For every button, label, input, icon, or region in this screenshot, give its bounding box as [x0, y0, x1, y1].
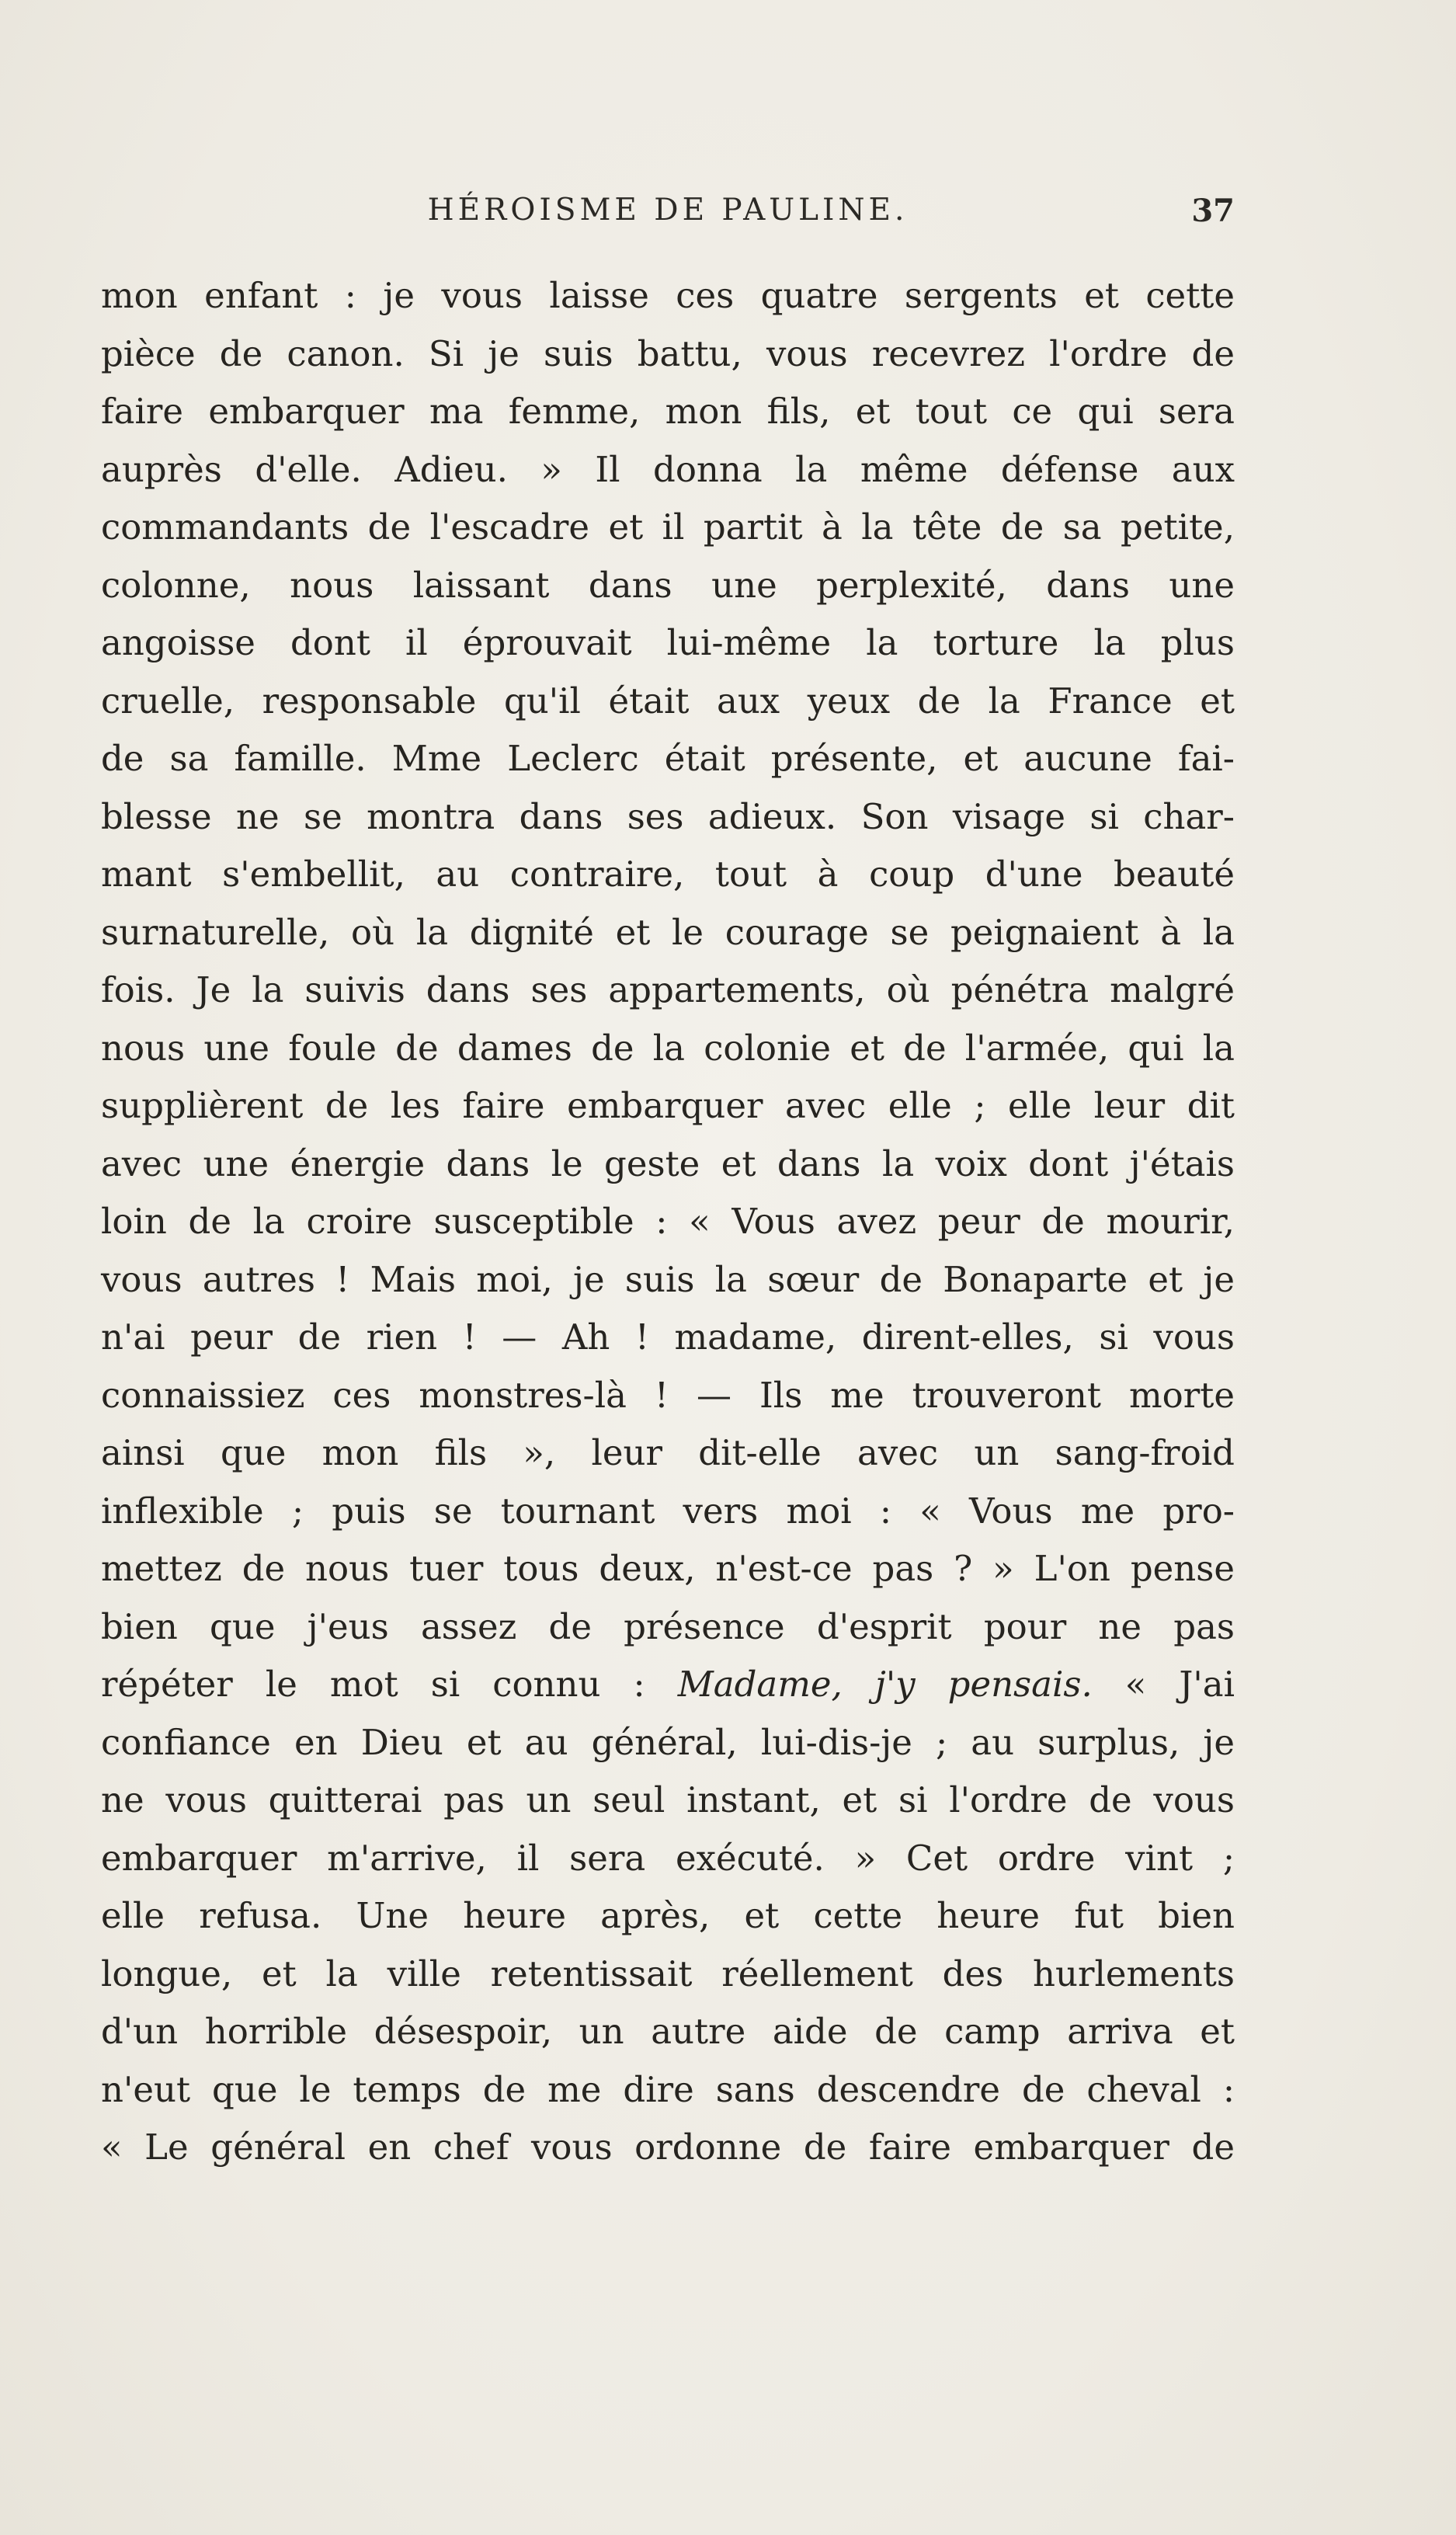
line-text: nous une foule de dames de la colonie et de l'armée, qui la: [101, 1027, 1235, 1069]
line-text: surnaturelle, où la dignité et le courage se peignaient à la: [101, 911, 1235, 953]
line-text: supplièrent de les faire embarquer avec elle ; elle leur dit: [101, 1085, 1235, 1126]
italic-quote: Madame, j'y pensais.: [677, 1664, 1093, 1705]
text-line: [101, 614, 1235, 673]
line-text: répéter le mot si connu :: [101, 1664, 678, 1705]
line-text: ainsi que mon fils », leur dit-elle avec un sang-froid: [101, 1432, 1235, 1473]
text-line: [101, 1772, 1235, 1830]
text-line: [101, 1020, 1235, 1078]
running-title: HÉROISME DE PAULINE.: [427, 193, 909, 228]
text-line: [101, 1367, 1235, 1425]
line-text: mon enfant : je vous laisse ces quatre sergents et cette: [101, 275, 1235, 316]
line-text: embarquer m'arrive, il sera exécuté. » Cet ordre vint ;: [101, 1837, 1235, 1879]
line-text: confiance en Dieu et au général, lui-dis-je ; au surplus, je: [101, 1721, 1235, 1763]
text-line: [101, 788, 1235, 847]
line-text: loin de la croire susceptible : « Vous avez peur de mourir,: [101, 1201, 1235, 1242]
text-line: [101, 673, 1235, 731]
line-text: longue, et la ville retentissait réellement des hurlements: [101, 1953, 1235, 1994]
line-text: pièce de canon. Si je suis battu, vous recevrez l'ordre de: [101, 332, 1235, 374]
text-line: [101, 846, 1235, 904]
page-header: [101, 193, 1235, 239]
line-text: « Le général en chef vous ordonne de faire embarquer de: [101, 2126, 1235, 2168]
text-line: [101, 1656, 1235, 1714]
line-text: faire embarquer ma femme, mon fils, et tout ce qui sera: [101, 391, 1235, 432]
line-text: n'eut que le temps de me dire sans descendre de cheval :: [101, 2068, 1235, 2110]
line-text: avec une énergie dans le geste et dans la voix dont j'étais: [101, 1142, 1235, 1184]
line-text: ne vous quitterai pas un seul instant, et si l'ordre de vous: [101, 1779, 1235, 1820]
line-text: vous autres ! Mais moi, je suis la sœur de Bonaparte et je: [101, 1258, 1235, 1300]
text-line: [101, 2119, 1235, 2177]
text-line: [101, 2061, 1235, 2119]
line-text: inflexible ; puis se tournant vers moi : « Vous me pro-: [101, 1490, 1235, 1532]
text-line: [101, 1135, 1235, 1194]
text-line: [101, 325, 1235, 384]
line-text: bien que j'eus assez de présence d'esprit pour ne pas: [101, 1605, 1235, 1647]
line-text: auprès d'elle. Adieu. » Il donna la même défense aux: [101, 448, 1235, 490]
line-text: connaissiez ces monstres-là ! — Ils me trouveront morte: [101, 1374, 1235, 1416]
line-text: colonne, nous laissant dans une perplexité, dans une: [101, 564, 1235, 606]
text-line: [101, 1483, 1235, 1541]
text-line: [101, 383, 1235, 441]
line-text: blesse ne se montra dans ses adieux. Son visage si char-: [101, 795, 1235, 837]
page-number: 37: [1191, 193, 1235, 229]
text-line: [101, 1251, 1235, 1309]
text-line: [101, 267, 1235, 325]
text-line: [101, 1424, 1235, 1483]
text-line: [101, 730, 1235, 788]
text-line: [101, 1540, 1235, 1598]
line-text: fois. Je la suivis dans ses appartements, où pénétra malgré: [101, 969, 1235, 1010]
text-line: [101, 2003, 1235, 2061]
text-line: [101, 499, 1235, 557]
line-text: d'un horrible désespoir, un autre aide de camp arriva et: [101, 2011, 1235, 2052]
body-text: [101, 267, 1235, 2177]
line-text: elle refusa. Une heure après, et cette heure fut bien: [101, 1895, 1235, 1936]
line-text-continued: « J'ai: [1092, 1664, 1235, 1705]
text-line: [101, 441, 1235, 499]
line-text: n'ai peur de rien ! — Ah ! madame, dirent-elles, si vous: [101, 1316, 1235, 1358]
text-line: [101, 904, 1235, 962]
text-line: [101, 1887, 1235, 1946]
text-line: [101, 1598, 1235, 1657]
line-text: de sa famille. Mme Leclerc était présente, et aucune fai-: [101, 738, 1235, 779]
text-line: [101, 1830, 1235, 1888]
text-line: [101, 1077, 1235, 1135]
line-text: angoisse dont il éprouvait lui-même la torture la plus: [101, 622, 1235, 663]
text-line: [101, 557, 1235, 615]
text-line: [101, 1193, 1235, 1251]
text-line: [101, 1714, 1235, 1772]
line-text: commandants de l'escadre et il partit à la tête de sa petite,: [101, 506, 1235, 548]
line-text: mant s'embellit, au contraire, tout à coup d'une beauté: [101, 854, 1235, 895]
line-text: cruelle, responsable qu'il était aux yeux de la France et: [101, 680, 1235, 722]
text-line: [101, 961, 1235, 1020]
text-line: [101, 1946, 1235, 2004]
line-text: mettez de nous tuer tous deux, n'est-ce pas ? » L'on pense: [101, 1548, 1235, 1589]
text-line: [101, 1309, 1235, 1367]
